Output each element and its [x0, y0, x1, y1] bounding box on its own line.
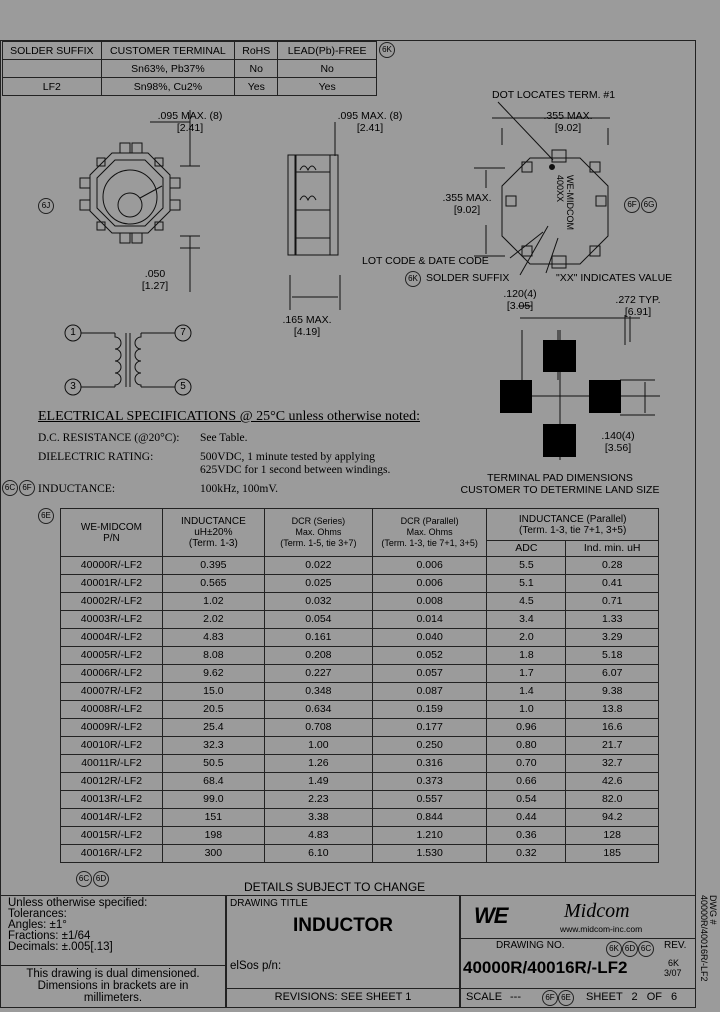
- specs-dcr-label: D.C. RESISTANCE (@20°C):: [38, 432, 180, 444]
- table-cell: 6.07: [566, 665, 659, 683]
- table-row: [61, 611, 659, 629]
- table-cell: 1.02: [162, 593, 264, 611]
- rev-flag-6c: 6C: [2, 480, 18, 496]
- table-cell: 0.41: [566, 575, 659, 593]
- table-cell: 6.10: [264, 845, 372, 863]
- dim-text-mm: [1.27]: [141, 280, 169, 292]
- table-cell: 0.70: [487, 755, 566, 773]
- table-cell: 0.44: [487, 809, 566, 827]
- tol-line: Tolerances:: [8, 908, 67, 920]
- table-cell: 40005R/-LF2: [61, 647, 163, 665]
- table-row: [61, 773, 659, 791]
- table-row: [61, 665, 659, 683]
- suffix-header-rohs: RoHS: [235, 42, 278, 60]
- table-cell: 0.052: [372, 647, 486, 665]
- table-cell: 0.36: [487, 827, 566, 845]
- callout-xx: "XX" INDICATES VALUE: [556, 272, 673, 284]
- dim-text: .272 TYP.: [615, 294, 661, 306]
- part-marking: [555, 175, 575, 230]
- table-cell: 4.83: [162, 629, 264, 647]
- rev-flag-6d-table: 6D: [93, 871, 109, 887]
- suffix-cell: Yes: [278, 78, 377, 96]
- rev-flag-6c-tb: 6C: [638, 941, 654, 957]
- terminal-3: 3: [70, 381, 76, 392]
- table-cell: 2.02: [162, 611, 264, 629]
- table-cell: 40003R/-LF2: [61, 611, 163, 629]
- table-cell: 1.4: [487, 683, 566, 701]
- table-cell: 40000R/-LF2: [61, 557, 163, 575]
- dim-body-h: [432, 192, 502, 216]
- table-body: [61, 557, 659, 863]
- table-cell: 1.530: [372, 845, 486, 863]
- suffix-header-terminal: CUSTOMER TERMINAL: [101, 42, 235, 60]
- table-cell: 1.00: [264, 737, 372, 755]
- table-cell: 1.33: [566, 611, 659, 629]
- table-cell: 40010R/-LF2: [61, 737, 163, 755]
- tol-line: Angles: ±1°: [8, 919, 67, 931]
- rev-flag-6d-tb: 6D: [622, 941, 638, 957]
- table-cell: 1.26: [264, 755, 372, 773]
- pad-caption-line: CUSTOMER TO DETERMINE LAND SIZE: [460, 484, 660, 496]
- specs-diel-label: DIELECTRIC RATING:: [38, 451, 154, 463]
- table-cell: 99.0: [162, 791, 264, 809]
- table-cell: 16.6: [566, 719, 659, 737]
- table-cell: 185: [566, 845, 659, 863]
- table-cell: 4.5: [487, 593, 566, 611]
- sheet-number: SHEET 2 OF 6: [586, 991, 678, 1003]
- side-dwg-label: DWG #: [708, 895, 718, 925]
- col-header-ind-min: Ind. min. uH: [566, 541, 659, 557]
- table-row: [61, 737, 659, 755]
- dim-pitch: [130, 268, 180, 292]
- col-header-inductance: INDUCTANCE uH±20% (Term. 1-3): [162, 509, 264, 557]
- table-cell: 32.7: [566, 755, 659, 773]
- table-cell: 0.054: [264, 611, 372, 629]
- table-row: [61, 701, 659, 719]
- dim-text: .050: [144, 268, 166, 280]
- dim-text: .165 MAX.: [282, 314, 332, 326]
- table-cell: 42.6: [566, 773, 659, 791]
- table-cell: 0.565: [162, 575, 264, 593]
- table-cell: 2.0: [487, 629, 566, 647]
- table-cell: 50.5: [162, 755, 264, 773]
- inductance-table: [60, 508, 659, 863]
- tol-line: Unless otherwise specified:: [8, 897, 148, 909]
- pad-top: [543, 340, 576, 372]
- table-cell: 21.7: [566, 737, 659, 755]
- suffix-header-leadfree: LEAD(Pb)-FREE: [278, 42, 377, 60]
- rev-flag-6e: 6E: [38, 508, 54, 524]
- suffix-header-solder: SOLDER SUFFIX: [3, 42, 102, 60]
- pad-caption-line: TERMINAL PAD DIMENSIONS: [487, 472, 633, 484]
- dual-line: Dimensions in brackets are in: [37, 980, 189, 992]
- col-header-ind-parallel: INDUCTANCE (Parallel) (Term. 1-3, tie 7+1, 3+5): [487, 509, 659, 541]
- table-cell: 40009R/-LF2: [61, 719, 163, 737]
- specs-ind-value: 100kHz, 100mV.: [200, 483, 279, 495]
- table-cell: 0.634: [264, 701, 372, 719]
- table-cell: 0.006: [372, 575, 486, 593]
- suffix-cell: LF2: [3, 78, 102, 96]
- dim-text: .095 MAX. (8): [337, 110, 403, 122]
- table-row: [61, 755, 659, 773]
- table-cell: 5.1: [487, 575, 566, 593]
- col-header-pn: WE-MIDCOM P/N: [61, 509, 163, 557]
- drawing-title-label: DRAWING TITLE: [230, 898, 308, 909]
- suffix-cell: Sn63%, Pb37%: [101, 60, 235, 78]
- table-cell: 0.208: [264, 647, 372, 665]
- rev-flag-6c-table: 6C: [76, 871, 92, 887]
- table-cell: 0.087: [372, 683, 486, 701]
- dim-text: .095 MAX. (8): [157, 110, 223, 122]
- table-cell: 0.032: [264, 593, 372, 611]
- logo-midcom: Midcom: [564, 900, 630, 922]
- pad-caption: [440, 472, 680, 496]
- table-cell: 13.8: [566, 701, 659, 719]
- part-marking-line: WE-MIDCOM: [565, 175, 575, 230]
- table-cell: 8.08: [162, 647, 264, 665]
- table-cell: 3.29: [566, 629, 659, 647]
- dim-pad-span: [603, 294, 673, 318]
- table-cell: 40015R/-LF2: [61, 827, 163, 845]
- table-cell: 0.557: [372, 791, 486, 809]
- scale-label: SCALE: [466, 991, 503, 1003]
- table-cell: 0.32: [487, 845, 566, 863]
- rev-flag-6j: 6J: [38, 198, 54, 214]
- dim-pad-w: [490, 288, 550, 312]
- dim-text-mm: [4.19]: [293, 326, 321, 338]
- table-cell: 151: [162, 809, 264, 827]
- table-cell: 40006R/-LF2: [61, 665, 163, 683]
- terminal-1: 1: [70, 327, 76, 338]
- table-cell: 82.0: [566, 791, 659, 809]
- table-cell: 1.49: [264, 773, 372, 791]
- table-cell: 40002R/-LF2: [61, 593, 163, 611]
- table-cell: 0.227: [264, 665, 372, 683]
- table-row: [61, 629, 659, 647]
- specs-diel-value-2: 625VDC for 1 second between windings.: [200, 464, 391, 476]
- table-row: [61, 647, 659, 665]
- table-cell: 40016R/-LF2: [61, 845, 163, 863]
- table-cell: 0.006: [372, 557, 486, 575]
- table-cell: 9.62: [162, 665, 264, 683]
- table-cell: 0.28: [566, 557, 659, 575]
- table-cell: 300: [162, 845, 264, 863]
- drawing-title: INDUCTOR: [293, 915, 393, 936]
- logo-we: WE: [474, 903, 508, 928]
- rev-flag-6f: 6F: [624, 197, 640, 213]
- table-cell: 1.7: [487, 665, 566, 683]
- rev-flag-6k-tb: 6K: [606, 941, 622, 957]
- drawing-no-label: DRAWING NO.: [496, 940, 565, 951]
- table-cell: 0.395: [162, 557, 264, 575]
- dim-text: .355 MAX.: [442, 192, 492, 204]
- dual-line: millimeters.: [83, 992, 143, 1004]
- dim-text-mm: [2.41]: [176, 122, 204, 134]
- dim-top-left: [150, 110, 230, 134]
- table-cell: 40008R/-LF2: [61, 701, 163, 719]
- table-cell: 9.38: [566, 683, 659, 701]
- pad-right: [589, 380, 621, 413]
- table-cell: 40007R/-LF2: [61, 683, 163, 701]
- dim-top-mid: [325, 110, 415, 134]
- dim-text-mm: [9.02]: [554, 122, 582, 134]
- table-cell: 3.4: [487, 611, 566, 629]
- part-marking-line: 400XX: [555, 175, 565, 203]
- table-cell: 1.210: [372, 827, 486, 845]
- table-cell: 0.161: [264, 629, 372, 647]
- table-cell: 2.23: [264, 791, 372, 809]
- table-cell: 1.8: [487, 647, 566, 665]
- table-cell: 68.4: [162, 773, 264, 791]
- table-cell: 40012R/-LF2: [61, 773, 163, 791]
- table-cell: 0.348: [264, 683, 372, 701]
- table-cell: 5.18: [566, 647, 659, 665]
- suffix-cell: Sn98%, Cu2%: [101, 78, 235, 96]
- table-cell: 40011R/-LF2: [61, 755, 163, 773]
- dim-text-mm: [3.56]: [604, 442, 632, 454]
- specs-dcr-value: See Table.: [200, 432, 248, 444]
- table-cell: 0.159: [372, 701, 486, 719]
- tol-line: Fractions: ±1/64: [8, 930, 91, 942]
- rev-flag-6k: 6K: [405, 271, 421, 287]
- specs-ind-label: INDUCTANCE:: [38, 483, 116, 495]
- callout-solder: SOLDER SUFFIX: [426, 272, 510, 284]
- table-cell: 1.0: [487, 701, 566, 719]
- rev-value: 6K: [668, 958, 680, 968]
- table-cell: 0.025: [264, 575, 372, 593]
- dim-text-mm: [6.91]: [624, 306, 652, 318]
- rev-flag-6e-tb: 6E: [558, 990, 574, 1006]
- elsos-pn: elSos p/n:: [230, 960, 282, 972]
- dim-text-mm: [9.02]: [453, 204, 481, 216]
- terminal-7: 7: [180, 327, 186, 338]
- table-cell: 0.250: [372, 737, 486, 755]
- table-cell: 0.373: [372, 773, 486, 791]
- dim-text-mm: [3.05]: [506, 300, 534, 312]
- side-dwg-number: 40000R/40016R/-LF2: [699, 895, 709, 982]
- table-cell: 0.316: [372, 755, 486, 773]
- table-cell: 94.2: [566, 809, 659, 827]
- scale-value: ---: [510, 991, 521, 1003]
- tol-line: Decimals: ±.005[.13]: [8, 941, 113, 953]
- table-row: [61, 575, 659, 593]
- dual-line: This drawing is dual dimensioned.: [26, 968, 200, 980]
- col-header-adc: ADC: [487, 541, 566, 557]
- table-cell: 0.844: [372, 809, 486, 827]
- suffix-cell: No: [235, 60, 278, 78]
- table-cell: 40004R/-LF2: [61, 629, 163, 647]
- dim-text: .120(4): [503, 288, 537, 300]
- table-row: [61, 827, 659, 845]
- rev-flag-6f-ind: 6F: [19, 480, 35, 496]
- table-cell: 128: [566, 827, 659, 845]
- dim-height: [272, 314, 342, 338]
- drawing-number: 40000R/40016R/-LF2: [463, 958, 628, 977]
- table-cell: 0.014: [372, 611, 486, 629]
- table-cell: 25.4: [162, 719, 264, 737]
- table-cell: 40013R/-LF2: [61, 791, 163, 809]
- details-note: DETAILS SUBJECT TO CHANGE: [244, 880, 426, 894]
- rev-flag-6k-suffix: 6K: [379, 42, 395, 58]
- table-cell: 40001R/-LF2: [61, 575, 163, 593]
- table-row: [61, 557, 659, 575]
- side-dwg-strip: [699, 895, 719, 1008]
- table-row: [61, 791, 659, 809]
- rev-date: 3/07: [664, 968, 682, 978]
- table-row: [61, 593, 659, 611]
- callout-dot: DOT LOCATES TERM. #1: [492, 89, 616, 101]
- table-cell: 198: [162, 827, 264, 845]
- suffix-cell: No: [278, 60, 377, 78]
- terminal-5: 5: [180, 381, 186, 392]
- table-cell: 4.83: [264, 827, 372, 845]
- table-row: [61, 845, 659, 863]
- dim-text: .355 MAX.: [543, 110, 593, 122]
- table-cell: 5.5: [487, 557, 566, 575]
- pad-bottom: [543, 424, 576, 457]
- rev-flag-6f-tb: 6F: [542, 990, 558, 1006]
- table-cell: 0.66: [487, 773, 566, 791]
- revisions-note: REVISIONS: SEE SHEET 1: [274, 991, 412, 1003]
- pad-left: [500, 380, 532, 413]
- dual-dim-note: [4, 968, 222, 1004]
- dim-text: .140(4): [601, 430, 635, 442]
- table-cell: 0.708: [264, 719, 372, 737]
- table-cell: 0.057: [372, 665, 486, 683]
- table-row: [61, 683, 659, 701]
- table-row: [61, 719, 659, 737]
- tolerances: [8, 898, 147, 953]
- table-cell: 0.022: [264, 557, 372, 575]
- table-cell: 0.177: [372, 719, 486, 737]
- table-cell: 15.0: [162, 683, 264, 701]
- table-cell: 0.80: [487, 737, 566, 755]
- specs-diel-value-1: 500VDC, 1 minute tested by applying: [200, 451, 376, 463]
- dim-pad-h: [588, 430, 648, 454]
- dim-body-w: [528, 110, 608, 134]
- rev-label: REV.: [664, 940, 687, 951]
- rev-flag-6g: 6G: [641, 197, 657, 213]
- specs-title: ELECTRICAL SPECIFICATIONS @ 25°C unless otherwise noted:: [38, 409, 420, 424]
- table-cell: 0.54: [487, 791, 566, 809]
- table-cell: 0.71: [566, 593, 659, 611]
- table-cell: 32.3: [162, 737, 264, 755]
- table-cell: 20.5: [162, 701, 264, 719]
- callout-lot: LOT CODE & DATE CODE: [362, 255, 489, 267]
- logo-url: www.midcom-inc.com: [560, 924, 643, 934]
- table-row: [61, 809, 659, 827]
- table-cell: 0.040: [372, 629, 486, 647]
- table-cell: 3.38: [264, 809, 372, 827]
- dim-text-mm: [2.41]: [356, 122, 384, 134]
- table-cell: 40014R/-LF2: [61, 809, 163, 827]
- side-dwg-text: [699, 895, 717, 982]
- table-cell: 0.96: [487, 719, 566, 737]
- table-cell: 0.008: [372, 593, 486, 611]
- col-header-dcr-series: DCR (Series) Max. Ohms (Term. 1-5, tie 3+7): [264, 509, 372, 557]
- col-header-dcr-parallel: DCR (Parallel) Max. Ohms (Term. 1-3, tie 7+1, 3+5): [372, 509, 486, 557]
- suffix-cell: Yes: [235, 78, 278, 96]
